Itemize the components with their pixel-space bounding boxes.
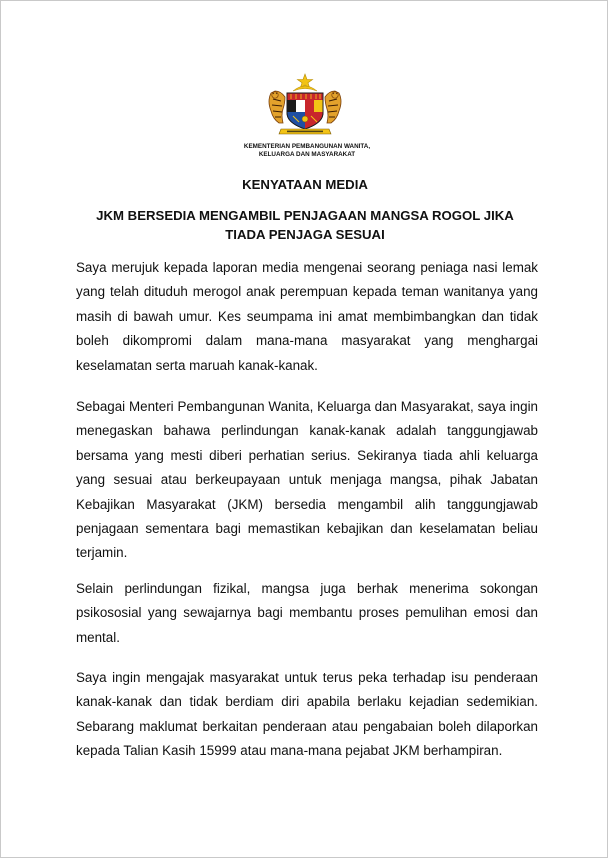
ministry-name-line2: KELUARGA DAN MASYARAKAT bbox=[258, 151, 356, 158]
document-title bbox=[1, 206, 609, 244]
ministry-name bbox=[239, 143, 375, 159]
paragraph: Sebagai Menteri Pembangunan Wanita, Keluarga dan Masyarakat, saya ingin menegaskan bahawa perlindungan kanak-kanak adalah tanggungjawab bersama yang mesti diberi perhatian serius. Sekiranya tiada ahli keluarga yang sesuai atau berkeupayaan untuk menjaga mangsa, pihak Jabatan Kebajikan Masyarakat (JKM) bersedia mengambil alih tanggungjawab penjagaan sementara bagi memastikan kebajikan dan keselamatan beliau terjamin. bbox=[76, 399, 538, 561]
paragraph: Saya merujuk kepada laporan media mengenai seorang peniaga nasi lemak yang telah dituduh merogol anak perempuan kepada teman wanitanya yang masih di bawah umur. Kes seumpama ini amat membimbangkan dan tidak boleh dikompromi dalam mana-mana masyarakat yang menghargai keselamatan serta maruah kanak-kanak. bbox=[76, 260, 538, 373]
paragraph: Saya ingin mengajak masyarakat untuk terus peka terhadap isu penderaan kanak-kanak dan tidak berdiam diri apabila berlaku kejadian sedemikian. Sebarang maklumat berkaitan penderaan atau pengabaian boleh dilaporkan kepada Talian Kasih 15999 atau mana-mana pejabat JKM berhampiran. bbox=[76, 670, 538, 759]
document-title-line1: JKM BERSEDIA MENGAMBIL PENJAGAAN MANGSA ROGOL JIKA bbox=[96, 208, 514, 223]
crest-shield bbox=[287, 93, 323, 129]
crest-motto-scroll bbox=[279, 129, 331, 134]
document-label: KENYATAAN MEDIA bbox=[242, 177, 368, 192]
crest-left-tiger bbox=[269, 91, 285, 123]
malaysia-coat-of-arms-icon bbox=[263, 73, 347, 139]
paragraph: Selain perlindungan fizikal, mangsa juga berhak menerima sokongan psikososial yang sewajarnya bagi membantu proses pemulihan emosi dan mental. bbox=[76, 581, 538, 645]
document-title-line2: TIADA PENJAGA SESUAI bbox=[225, 227, 385, 242]
crest-right-tiger bbox=[325, 91, 341, 123]
ministry-name-line1: KEMENTERIAN PEMBANGUNAN WANITA, bbox=[243, 143, 371, 150]
